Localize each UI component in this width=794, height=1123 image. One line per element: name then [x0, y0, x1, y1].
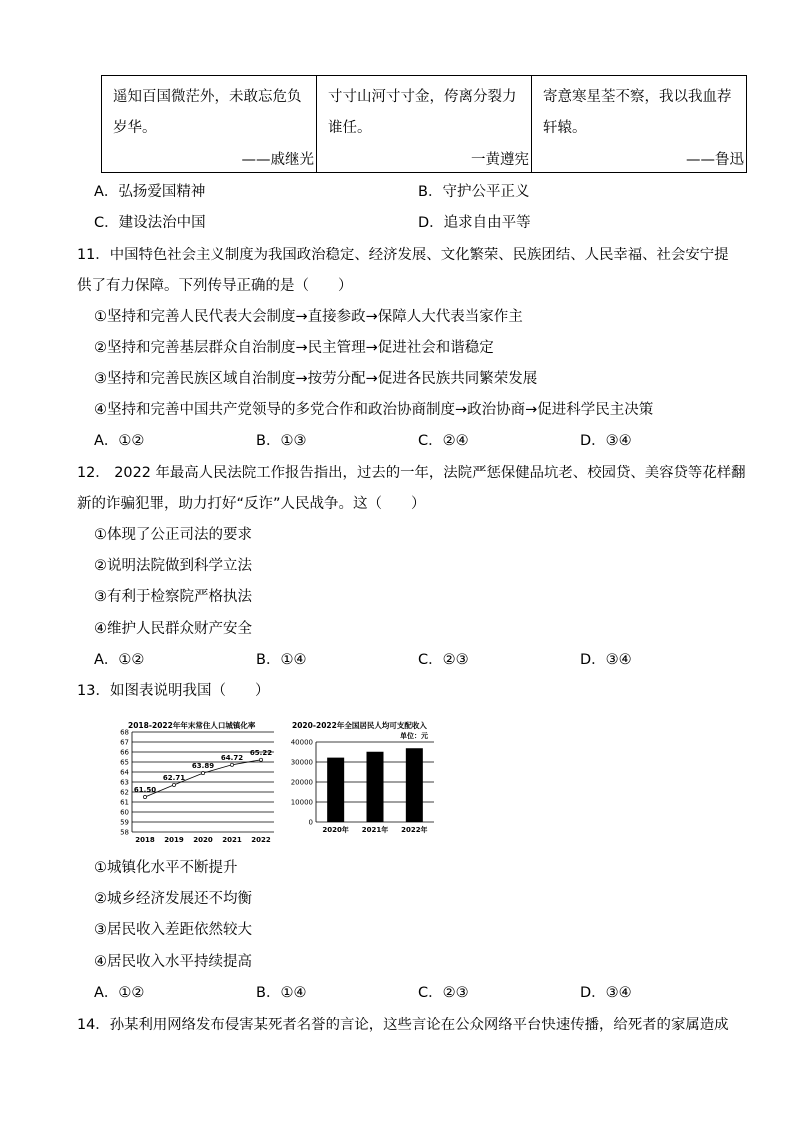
option-d: D．③④ — [580, 433, 632, 449]
y-tick-label: 59 — [120, 818, 129, 827]
x-tick-label: 2022年 — [401, 826, 428, 834]
option-b: B．守护公平正义 — [418, 184, 530, 200]
x-tick-label: 2020年 — [322, 826, 349, 834]
y-tick-label: 66 — [120, 748, 129, 757]
option-c: C．②③ — [418, 652, 469, 668]
bar-chart-title: 2020-2022年全国居民人均可支配收入 — [292, 721, 427, 730]
statement-item: ②说明法院做到科学立法 — [94, 558, 252, 574]
option-c: C．②④ — [418, 433, 469, 449]
bar — [367, 752, 384, 822]
data-label: 64.72 — [220, 753, 244, 762]
option-a: A．①② — [94, 433, 145, 449]
poem-line: 寸寸山河寸寸金，侉离分裂力 — [328, 89, 517, 105]
data-point — [230, 763, 233, 766]
x-tick-label: 2022 — [251, 836, 271, 844]
statement-item: ①体现了公正司法的要求 — [94, 527, 252, 543]
data-label: 61.50 — [133, 786, 157, 794]
data-label: 62.71 — [162, 773, 186, 782]
bar — [327, 758, 344, 822]
y-tick-label: 58 — [120, 828, 129, 837]
option-a: A．①② — [94, 985, 145, 1001]
data-point — [259, 758, 262, 761]
question-12-stem: 12． 2022 年最高人民法院工作报告指出，过去的一年，法院严惩保健品坑老、校园贷、美容贷等花样翻 — [77, 465, 746, 481]
data-point — [201, 772, 204, 775]
line-chart-title: 2018-2022年年末常住人口城镇化率 — [128, 721, 256, 730]
poem-line: 遥知百国微茫外，未敢忘危负 — [113, 89, 302, 105]
bar-chart-unit: 单位：元 — [400, 732, 428, 740]
poem-table — [101, 75, 747, 173]
option-b: B．①④ — [256, 652, 307, 668]
poem-line: 谁任。 — [328, 120, 372, 136]
statement-item: ②城乡经济发展还不均衡 — [94, 891, 252, 907]
y-tick-label: 10000 — [290, 798, 313, 807]
poem-author: 一黄遵宪 — [471, 152, 529, 168]
poem-line: 轩辕。 — [543, 120, 587, 136]
x-tick-label: 2021年 — [361, 826, 389, 834]
option-c: C．建设法治中国 — [94, 215, 206, 231]
statement-item: ④居民收入水平持续提高 — [94, 954, 252, 970]
statement-item: ②坚持和完善基层群众自治制度→民主管理→促进社会和谐稳定 — [94, 340, 494, 356]
y-tick-label: 60 — [120, 808, 129, 817]
statement-item: ③居民收入差距依然较大 — [94, 922, 252, 938]
urbanization-line-chart — [112, 728, 282, 846]
y-tick-label: 64 — [120, 768, 129, 777]
statement-item: ①坚持和完善人民代表大会制度→直接参政→保障人大代表当家作主 — [94, 309, 523, 325]
poem-cell — [532, 76, 747, 173]
poem-line: 岁华。 — [113, 120, 157, 136]
statement-item: ③有利于检察院严格执法 — [94, 589, 252, 605]
data-label: 65.22 — [249, 748, 273, 757]
option-b: B．①③ — [256, 433, 307, 449]
income-bar-chart — [282, 738, 442, 840]
data-point — [172, 783, 175, 786]
question-11-stem: 11．中国特色社会主义制度为我国政治稳定、经济发展、文化繁荣、民族团结、人民幸福、社会安宁提 — [77, 247, 729, 263]
question-12-stem-cont: 新的诈骗犯罪，助力打好“反诈”人民战争。这（ ） — [77, 496, 426, 512]
y-tick-label: 65 — [120, 758, 129, 767]
y-tick-label: 40000 — [290, 738, 313, 747]
y-tick-label: 63 — [120, 778, 129, 787]
poem-author: ——鲁迅 — [686, 152, 744, 168]
statement-item: ①城镇化水平不断提升 — [94, 860, 238, 876]
option-d: D．③④ — [580, 652, 632, 668]
y-tick-label: 30000 — [290, 758, 313, 767]
question-14-stem: 14．孙某利用网络发布侵害某死者名誉的言论，这些言论在公众网络平台快速传播，给死者的家属造成 — [77, 1017, 729, 1033]
option-d: D．③④ — [580, 985, 632, 1001]
question-13-stem: 13．如图表说明我国（ ） — [77, 683, 270, 699]
y-tick-label: 61 — [120, 798, 129, 807]
x-tick-label: 2019 — [164, 836, 184, 844]
bar — [406, 748, 423, 822]
y-tick-label: 20000 — [290, 778, 313, 787]
data-point — [143, 795, 146, 798]
option-c: C．②③ — [418, 985, 469, 1001]
statement-item: ④维护人民群众财产安全 — [94, 621, 252, 637]
x-tick-label: 2021 — [222, 836, 242, 844]
option-b: B．①④ — [256, 985, 307, 1001]
statement-item: ③坚持和完善民族区域自治制度→按劳分配→促进各民族共同繁荣发展 — [94, 371, 538, 387]
x-tick-label: 2018 — [135, 836, 155, 844]
poem-line: 寄意寒星荃不察，我以我血荐 — [543, 89, 732, 105]
statement-item: ④坚持和完善中国共产党领导的多党合作和政治协商制度→政治协商→促进科学民主决策 — [94, 402, 654, 418]
y-tick-label: 67 — [120, 738, 129, 747]
poem-cell — [317, 76, 532, 173]
poem-cell — [102, 76, 317, 173]
x-tick-label: 2020 — [193, 836, 213, 844]
option-a: A．①② — [94, 652, 145, 668]
poem-author: ——戚继光 — [241, 152, 314, 168]
option-a: A．弘扬爱国精神 — [94, 184, 206, 200]
data-label: 63.89 — [191, 762, 215, 771]
question-11-stem-cont: 供了有力保障。下列传导正确的是（ ） — [77, 278, 353, 294]
option-d: D．追求自由平等 — [418, 215, 531, 231]
y-tick-label: 68 — [120, 728, 129, 737]
y-tick-label: 62 — [120, 788, 129, 797]
y-tick-label: 0 — [308, 818, 313, 827]
